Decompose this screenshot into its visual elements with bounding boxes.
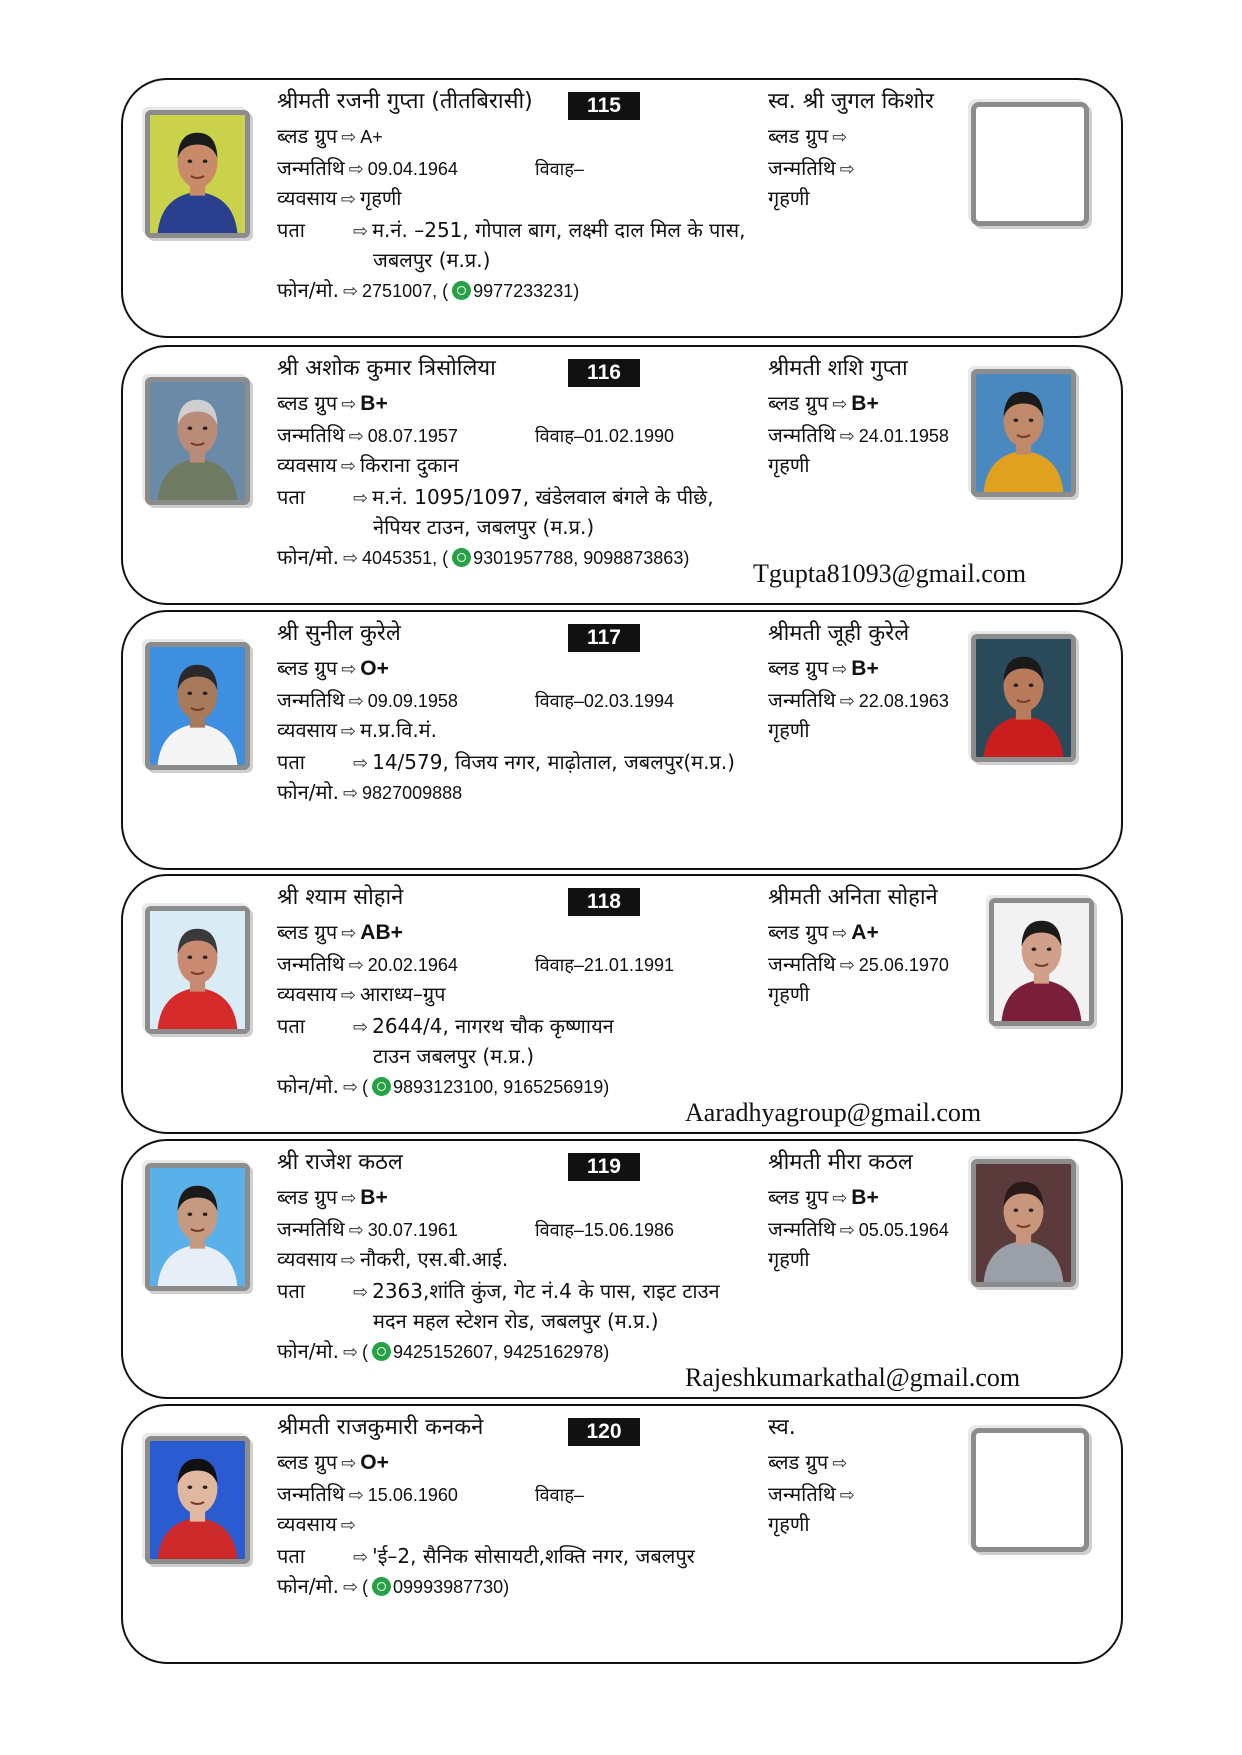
address-line-2: नेपियर टाउन, जबलपुर (म.प्र.) [373, 515, 595, 539]
address-line-1: म.नं. 1095/1097, खंडेलवाल बंगले के पीछे, [372, 485, 714, 509]
member-portrait [150, 647, 245, 765]
occupation-value: आराध्य–ग्रुप [359, 982, 446, 1006]
marriage-date [535, 157, 584, 181]
address-label: पता [277, 1544, 305, 1568]
dob-value: 08.07.1957 [367, 426, 458, 446]
phone-number: 2751007, ( [362, 281, 449, 301]
marriage-date [535, 689, 674, 713]
spouse-name [768, 886, 938, 910]
phone-row [277, 1339, 609, 1365]
whatsapp-icon [452, 548, 471, 567]
blood-group-value: AB+ [360, 921, 403, 944]
address-row-2 [373, 515, 594, 539]
arrow-icon: ⇨ [340, 985, 356, 1006]
phone-number: 4045351, ( [362, 548, 449, 568]
occupation-label: व्यवसाय [277, 1247, 337, 1271]
blood-group-row [277, 124, 383, 150]
spouse-blood-label: ब्लड ग्रुप [768, 920, 829, 944]
member-photo [145, 906, 250, 1034]
spouse-occupation-value: गृहणी [768, 1512, 810, 1536]
member-name [277, 1151, 403, 1175]
spouse-blood-label: ब्लड ग्रुप [768, 391, 829, 415]
spouse-dob-label: जन्मतिथि [768, 156, 836, 180]
marriage-date [535, 1218, 674, 1242]
spouse-photo [989, 898, 1094, 1026]
address-label: पता [277, 485, 305, 509]
spouse-dob-label: जन्मतिथि [768, 952, 836, 976]
whatsapp-icon [452, 281, 471, 300]
arrow-icon: ⇨ [839, 691, 855, 712]
arrow-icon: ⇨ [341, 923, 357, 944]
address-label: पता [277, 750, 305, 774]
spouse-occupation-row [768, 718, 810, 742]
dob-value: 09.04.1964 [367, 159, 458, 179]
spouse-portrait [976, 374, 1071, 492]
address-label: पता [277, 1014, 305, 1038]
address-row [277, 485, 714, 511]
address-line-1: 'ई–2, सैनिक सोसायटी,शक्ति नगर, जबलपुर [372, 1544, 695, 1568]
arrow-icon: ⇨ [348, 426, 364, 447]
arrow-icon: ⇨ [340, 1515, 356, 1536]
member-portrait [150, 1168, 245, 1286]
occupation-row [277, 186, 402, 212]
phone-number: ( [362, 1342, 369, 1362]
member-name [277, 886, 403, 910]
address-line-2: मदन महल स्टेशन रोड, जबलपुर (म.प्र.) [373, 1309, 659, 1333]
address-line-1: 14/579, विजय नगर, माढ़ोताल, जबलपुर(म.प्र.) [372, 750, 735, 774]
arrow-icon: ⇨ [340, 456, 356, 477]
arrow-icon: ⇨ [348, 1485, 364, 1506]
whatsapp-number: 9893123100, 9165256919) [393, 1077, 610, 1097]
address-row [277, 1544, 695, 1570]
phone-label: फोन/मो. [277, 1574, 339, 1598]
arrow-icon: ⇨ [341, 127, 357, 148]
dob-label: जन्मतिथि [277, 423, 345, 447]
dob-value: 20.02.1964 [367, 955, 458, 975]
address-row-2 [373, 1044, 534, 1068]
arrow-icon: ⇨ [353, 221, 369, 242]
whatsapp-icon [372, 1342, 391, 1361]
marriage-value: विवाह– [535, 159, 584, 179]
address-row [277, 218, 745, 244]
arrow-icon: ⇨ [832, 659, 848, 680]
spouse-portrait [994, 903, 1089, 1021]
spouse-dob-label: जन्मतिथि [768, 688, 836, 712]
marriage-value: विवाह–02.03.1994 [535, 691, 674, 711]
spouse-blood-label: ब्लड ग्रुप [768, 656, 829, 680]
arrow-icon: ⇨ [348, 691, 364, 712]
spouse-dob-label: जन्मतिथि [768, 423, 836, 447]
dob-value: 09.09.1958 [367, 691, 458, 711]
address-label: पता [277, 1279, 305, 1303]
arrow-icon: ⇨ [340, 1250, 356, 1271]
phone-label: फोन/मो. [277, 1074, 339, 1098]
spouse-name-text: स्व. श्री जुगल किशोर [768, 89, 934, 114]
occupation-label: व्यवसाय [277, 982, 337, 1006]
member-portrait [150, 911, 245, 1029]
marriage-date [535, 1483, 584, 1507]
blood-group-value: B+ [360, 1186, 388, 1209]
arrow-icon: ⇨ [348, 955, 364, 976]
arrow-icon: ⇨ [342, 1077, 359, 1098]
arrow-icon: ⇨ [342, 1577, 359, 1598]
spouse-blood-value: A+ [851, 921, 879, 944]
spouse-dob-value: 05.05.1964 [858, 1220, 949, 1240]
spouse-name [768, 90, 934, 114]
phone-number: ( [362, 1577, 369, 1597]
blood-group-label: ब्लड ग्रुप [277, 124, 338, 148]
member-name [277, 90, 533, 114]
address-row-2 [373, 1309, 659, 1333]
blood-group-value: O+ [360, 1451, 389, 1474]
arrow-icon: ⇨ [348, 1220, 364, 1241]
blood-group-label: ब्लड ग्रुप [277, 656, 338, 680]
spouse-blood-value: B+ [851, 657, 879, 680]
spouse-name-text: श्रीमती मीरा कठल [768, 1150, 913, 1175]
arrow-icon: ⇨ [839, 426, 855, 447]
spouse-occupation-value: गृहणी [768, 453, 810, 477]
dob-row [277, 1217, 458, 1243]
spouse-name-text: श्रीमती जूही कुरेले [768, 621, 910, 646]
spouse-name [768, 1151, 913, 1175]
phone-label: फोन/मो. [277, 278, 339, 302]
spouse-name [768, 622, 909, 646]
member-number-badge: 119 [568, 1153, 640, 1181]
arrow-icon: ⇨ [353, 1017, 369, 1038]
address-line-1: 2363,शांति कुंज, गेट नं.4 के पास, राइट टाउन [372, 1279, 720, 1303]
spouse-dob-value: 22.08.1963 [858, 691, 949, 711]
arrow-icon: ⇨ [832, 127, 848, 148]
member-card-117 [121, 610, 1123, 870]
address-row-2 [373, 248, 490, 272]
arrow-icon: ⇨ [353, 488, 369, 509]
arrow-icon: ⇨ [839, 955, 855, 976]
address-label: पता [277, 218, 305, 242]
member-photo [145, 1163, 250, 1291]
email-address[interactable]: Rajeshkumarkathal@gmail.com [685, 1363, 1021, 1392]
spouse-occupation-row [768, 1247, 810, 1271]
phone-row [277, 545, 689, 571]
member-card-120 [121, 1404, 1123, 1664]
phone-number: 9827009888 [362, 783, 463, 803]
phone-row [277, 1574, 509, 1600]
spouse-occupation-row [768, 186, 810, 210]
spouse-name-text: श्रीमती अनिता सोहाने [768, 885, 938, 910]
spouse-name-text: श्रीमती शशि गुप्ता [768, 356, 908, 381]
blood-group-label: ब्लड ग्रुप [277, 391, 338, 415]
spouse-portrait [976, 1164, 1071, 1282]
blood-group-value: B+ [360, 392, 388, 415]
address-row [277, 750, 735, 776]
spouse-dob-row [768, 688, 949, 714]
address-line-2: जबलपुर (म.प्र.) [373, 248, 491, 272]
dob-row [277, 1482, 458, 1508]
spouse-photo [971, 369, 1076, 497]
spouse-dob-row [768, 1217, 949, 1243]
address-line-2: टाउन जबलपुर (म.प्र.) [373, 1044, 535, 1068]
blood-group-row [277, 1450, 389, 1476]
arrow-icon: ⇨ [341, 1188, 357, 1209]
phone-row [277, 780, 462, 806]
spouse-occupation-value: गृहणी [768, 718, 810, 742]
member-name-text: श्रीमती रजनी गुप्ता (तीतबिरासी) [277, 89, 533, 114]
whatsapp-number: 9977233231) [473, 281, 580, 301]
arrow-icon: ⇨ [832, 394, 848, 415]
member-number-badge: 115 [568, 92, 640, 120]
spouse-dob-label: जन्मतिथि [768, 1482, 836, 1506]
spouse-dob-label: जन्मतिथि [768, 1217, 836, 1241]
blood-group-row [277, 656, 389, 682]
spouse-occupation-row [768, 1512, 810, 1536]
occupation-label: व्यवसाय [277, 186, 337, 210]
phone-label: फोन/मो. [277, 545, 339, 569]
spouse-occupation-value: गृहणी [768, 982, 810, 1006]
blood-group-label: ब्लड ग्रुप [277, 1185, 338, 1209]
dob-row [277, 423, 458, 449]
occupation-row [277, 1247, 508, 1273]
whatsapp-icon [372, 1077, 391, 1096]
occupation-label: व्यवसाय [277, 718, 337, 742]
arrow-icon: ⇨ [340, 189, 356, 210]
occupation-label: व्यवसाय [277, 1512, 337, 1536]
whatsapp-number: 9425152607, 9425162978) [393, 1342, 610, 1362]
spouse-name [768, 357, 908, 381]
member-portrait [150, 1441, 245, 1559]
phone-row [277, 1074, 609, 1100]
member-number-badge: 116 [568, 359, 640, 387]
marriage-value: विवाह– [535, 1485, 584, 1505]
member-card-119 [121, 1139, 1123, 1399]
spouse-dob-row [768, 952, 949, 978]
occupation-row [277, 718, 437, 744]
marriage-value: विवाह–15.06.1986 [535, 1220, 674, 1240]
arrow-icon: ⇨ [353, 753, 369, 774]
member-name-text: श्रीमती राजकुमारी कनकने [277, 1415, 484, 1440]
member-number-badge: 117 [568, 624, 640, 652]
occupation-row [277, 1512, 360, 1538]
spouse-blood-row [768, 920, 879, 946]
address-row [277, 1279, 720, 1305]
spouse-dob-value: 24.01.1958 [858, 426, 949, 446]
spouse-photo [971, 1159, 1076, 1287]
spouse-blood-row [768, 1450, 851, 1476]
dob-value: 15.06.1960 [367, 1485, 458, 1505]
arrow-icon: ⇨ [342, 783, 359, 804]
occupation-row [277, 453, 459, 479]
occupation-row [277, 982, 446, 1008]
arrow-icon: ⇨ [341, 659, 357, 680]
spouse-name-text: स्व. [768, 1415, 796, 1440]
arrow-icon: ⇨ [832, 1453, 848, 1474]
member-card-118 [121, 874, 1123, 1134]
phone-row [277, 278, 579, 304]
arrow-icon: ⇨ [342, 281, 359, 302]
spouse-photo [971, 1428, 1089, 1552]
member-card-115 [121, 78, 1123, 338]
dob-label: जन्मतिथि [277, 156, 345, 180]
spouse-occupation-value: गृहणी [768, 1247, 810, 1271]
arrow-icon: ⇨ [832, 923, 848, 944]
arrow-icon: ⇨ [839, 1485, 855, 1506]
blood-group-label: ब्लड ग्रुप [277, 920, 338, 944]
blood-group-row [277, 391, 388, 417]
marriage-date [535, 953, 674, 977]
spouse-blood-value: B+ [851, 392, 879, 415]
occupation-label: व्यवसाय [277, 453, 337, 477]
blood-group-label: ब्लड ग्रुप [277, 1450, 338, 1474]
whatsapp-number: 9301957788, 9098873863) [473, 548, 690, 568]
spouse-dob-row [768, 156, 859, 182]
blood-group-value: A+ [360, 127, 383, 147]
arrow-icon: ⇨ [353, 1547, 369, 1568]
spouse-blood-row [768, 1185, 879, 1211]
marriage-value: विवाह–21.01.1991 [535, 955, 674, 975]
spouse-photo [971, 634, 1076, 762]
occupation-value: म.प्र.वि.मं. [359, 718, 437, 742]
member-name-text: श्री राजेश कठल [277, 1150, 403, 1175]
address-row [277, 1014, 614, 1040]
arrow-icon: ⇨ [353, 1282, 369, 1303]
dob-label: जन्मतिथि [277, 952, 345, 976]
arrow-icon: ⇨ [341, 394, 357, 415]
dob-row [277, 952, 458, 978]
spouse-blood-label: ब्लड ग्रुप [768, 1450, 829, 1474]
arrow-icon: ⇨ [348, 159, 364, 180]
arrow-icon: ⇨ [342, 1342, 359, 1363]
blood-group-row [277, 920, 403, 946]
phone-label: फोन/मो. [277, 1339, 339, 1363]
spouse-blood-row [768, 391, 879, 417]
dob-row [277, 688, 458, 714]
arrow-icon: ⇨ [839, 159, 855, 180]
member-name [277, 1416, 483, 1440]
dob-label: जन्मतिथि [277, 1217, 345, 1241]
marriage-date [535, 424, 674, 448]
spouse-photo [971, 102, 1089, 226]
spouse-occupation-value: गृहणी [768, 186, 810, 210]
member-photo [145, 110, 250, 238]
spouse-blood-label: ब्लड ग्रुप [768, 124, 829, 148]
occupation-value: नौकरी, एस.बी.आई. [359, 1247, 509, 1271]
dob-row [277, 156, 458, 182]
marriage-value: विवाह–01.02.1990 [535, 426, 674, 446]
dob-label: जन्मतिथि [277, 1482, 345, 1506]
arrow-icon: ⇨ [340, 721, 356, 742]
spouse-blood-row [768, 656, 879, 682]
phone-label: फोन/मो. [277, 780, 339, 804]
arrow-icon: ⇨ [341, 1453, 357, 1474]
spouse-blood-value: B+ [851, 1186, 879, 1209]
occupation-value: गृहणी [359, 186, 402, 210]
address-line-1: म.नं. –251, गोपाल बाग, लक्ष्मी दाल मिल के पास, [372, 218, 746, 242]
member-name-text: श्री अशोक कुमार त्रिसोलिया [277, 356, 496, 381]
spouse-occupation-row [768, 453, 810, 477]
blood-group-value: O+ [360, 657, 389, 680]
email-address[interactable]: Tgupta81093@gmail.com [753, 559, 1027, 588]
dob-value: 30.07.1961 [367, 1220, 458, 1240]
spouse-portrait [976, 639, 1071, 757]
member-photo [145, 1436, 250, 1564]
whatsapp-number: 09993987730) [393, 1577, 510, 1597]
spouse-dob-value: 25.06.1970 [858, 955, 949, 975]
member-photo [145, 642, 250, 770]
arrow-icon: ⇨ [832, 1188, 848, 1209]
member-name [277, 357, 496, 381]
blood-group-row [277, 1185, 388, 1211]
whatsapp-icon [372, 1577, 391, 1596]
spouse-dob-row [768, 423, 949, 449]
member-portrait [150, 115, 245, 233]
member-photo [145, 377, 250, 505]
spouse-blood-row [768, 124, 851, 150]
member-number-badge: 120 [568, 1418, 640, 1446]
member-card-116 [121, 345, 1123, 605]
member-name-text: श्री श्याम सोहाने [277, 885, 404, 910]
spouse-name [768, 1416, 796, 1440]
member-name [277, 622, 401, 646]
member-number-badge: 118 [568, 888, 640, 916]
arrow-icon: ⇨ [839, 1220, 855, 1241]
spouse-occupation-row [768, 982, 810, 1006]
member-name-text: श्री सुनील कुरेले [277, 621, 401, 646]
spouse-blood-label: ब्लड ग्रुप [768, 1185, 829, 1209]
spouse-dob-row [768, 1482, 859, 1508]
occupation-value: किराना दुकान [359, 453, 459, 477]
arrow-icon: ⇨ [342, 548, 359, 569]
email-address[interactable]: Aaradhyagroup@gmail.com [685, 1098, 982, 1127]
member-portrait [150, 382, 245, 500]
phone-number: ( [362, 1077, 369, 1097]
address-line-1: 2644/4, नागरथ चौक कृष्णायन [372, 1014, 614, 1038]
dob-label: जन्मतिथि [277, 688, 345, 712]
